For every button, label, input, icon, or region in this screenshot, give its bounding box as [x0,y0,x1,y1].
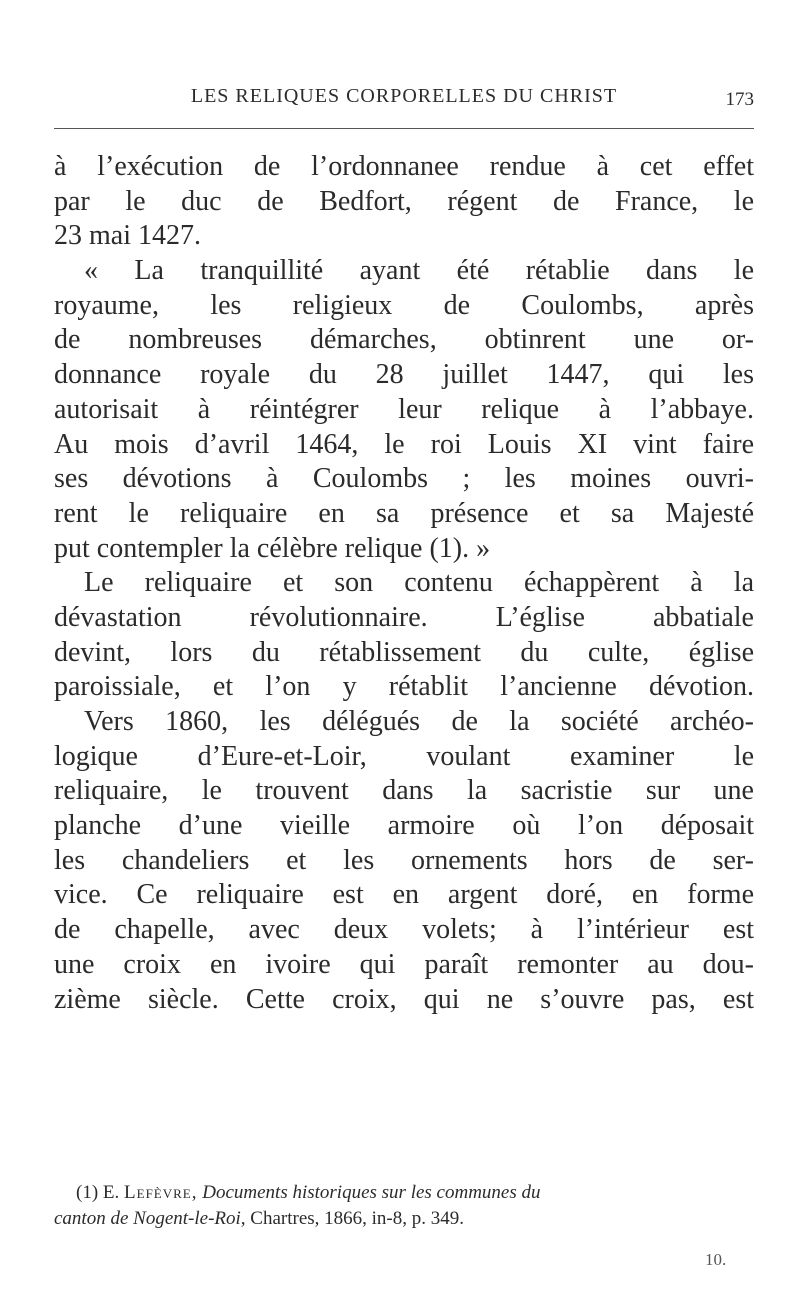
text-line: de chapelle, avec deux volets; à l’intérieur est [54,914,754,946]
text-line: paroissiale, et l’on y rétablit l’ancienne dévotion. [54,671,754,703]
running-title: LES RELIQUES CORPORELLES DU CHRIST [190,85,618,107]
text-line: devint, lors du rétablissement du culte, église [54,636,754,668]
text-line: de nombreuses démarches, obtinrent une or- [54,324,754,356]
text-line: put contempler la célèbre relique (1). » [54,532,491,564]
header-rule [54,128,754,129]
body-text [54,150,754,1017]
text-line: « La tranquillité ayant été rétablie dans le [84,255,754,287]
text-line: 23 mai 1427. [54,220,201,252]
footnote-line [54,1206,754,1232]
text-line: à l’exécution de l’ordonnanee rendue à cet effet [54,151,754,182]
text-line: royaume, les religieux de Coulombs, après [54,289,754,321]
running-header [54,85,754,108]
footnote-publication: Chartres, 1866, in-8, p. 349. [250,1208,465,1229]
text-line: dévastation révolutionnaire. L’église abbatiale [54,601,754,633]
footnote-title-cont: canton de Nogent-le-Roi, [54,1208,246,1229]
text-line: reliquaire, le trouvent dans la sacristie sur une [54,775,754,807]
text-line: vice. Ce reliquaire est en argent doré, en forme [54,879,754,911]
text-line: logique d’Eure-et-Loir, voulant examiner le [54,740,754,772]
text-line: une croix en ivoire qui paraît remonter au dou- [54,948,754,980]
text-line: Au mois d’avril 1464, le roi Louis XI vint faire [54,428,754,460]
text-line: planche d’une vieille armoire où l’on déposait [54,810,754,842]
text-line: Vers 1860, les délégués de la société archéo- [84,706,754,737]
text-line: zième siècle. Cette croix, qui ne s’ouvre pas, est [54,983,754,1015]
text-line: les chandeliers et les ornements hors de ser- [54,844,754,876]
text-line: rent le reliquaire en sa présence et sa Majesté [54,497,754,529]
footnote [54,1180,754,1232]
footnote-line [54,1180,754,1206]
text-line: autorisait à réintégrer leur relique à l’abbaye. [54,393,754,425]
text-line: donnance royale du 28 juillet 1447, qui les [54,359,754,391]
page-number: 173 [725,89,754,110]
footnote-marker: (1) E. [76,1182,120,1203]
footnote-title: Documents historiques sur les communes du [202,1182,541,1203]
text-line: ses dévotions à Coulombs ; les moines ouvri- [54,463,754,495]
footnote-author: Lefèvre, [124,1182,198,1203]
signature-mark: 10. [705,1250,727,1269]
text-line: Le reliquaire et son contenu échappèrent à la [84,567,754,599]
text-line: par le duc de Bedfort, régent de France, le [54,185,754,217]
